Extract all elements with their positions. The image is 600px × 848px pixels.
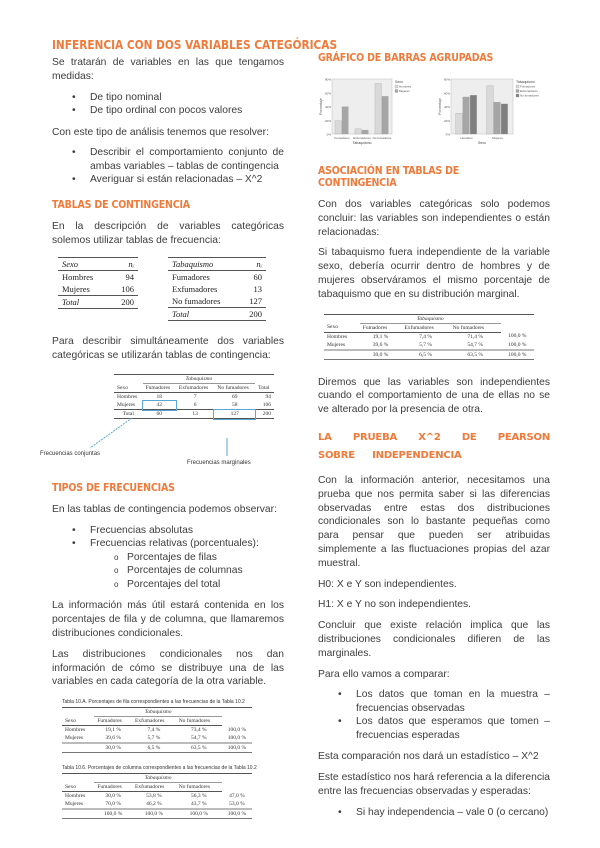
para-text: Para ello vamos a comparar:	[318, 668, 450, 680]
y-tick-label: 20%	[324, 118, 331, 123]
y-tick-label: 40%	[443, 105, 450, 109]
list-item: • Los datos que toman en la muestra – frecuencias observadas	[318, 688, 550, 715]
list-item: o Porcentajes de filas	[52, 551, 284, 565]
table-row: Mujeres 39,6 % 5,7 % 54,7 % 100,0 %	[65, 735, 247, 742]
last-list	[318, 806, 550, 820]
bar	[462, 97, 469, 134]
heading-tipos: TIPOS DE FRECUENCIAS	[52, 482, 175, 495]
list-item: • Frecuencias relativas (porcentuales):	[52, 537, 284, 551]
bar	[493, 102, 500, 134]
bar	[501, 104, 508, 134]
y-tick-label: 20%	[443, 118, 450, 123]
x-tick-label: Mujeres	[491, 136, 503, 140]
info-text: La información más útil estará contenida en los porcentajes de fila y de columna, que llamaremos distribuciones condicionales.	[52, 600, 284, 639]
legend-label: No fumadores	[519, 93, 539, 98]
table-caption: Tabla 10.A. Porcentajes de fila correspondientes a las frecuencias de la Tabla 10.2	[62, 699, 245, 706]
heading-prueba: LA PRUEBA X^2 DE PEARSON SOBRE INDEPENDENCIA	[318, 431, 550, 461]
diremos-text: Diremos que las variables son independientes cuando el comportamiento de una de ellas no se ve alterado por la presencia de otra.	[318, 376, 550, 416]
table-caption: Tabla 10.6. Porcentajes de columna correspondientes a las frecuencias de la Tabla 10.2	[62, 765, 257, 772]
bar	[355, 129, 361, 134]
grouped-bar-chart-sexo	[437, 73, 550, 153]
x-tick-label: No fumadores	[372, 136, 392, 140]
bar	[375, 84, 381, 134]
dos-text: Con dos variables categóricas solo podemos concluir: las variables son independientes o están relacionadas:	[318, 199, 550, 238]
y-tick-label: 40%	[324, 105, 331, 109]
list-item: • Si hay independencia – vale 0 (o cercano)	[318, 806, 550, 820]
page-title: INFERENCIA CON DOS VARIABLES CATEGÓRICAS	[52, 38, 338, 52]
heading-grafico: GRÁFICO DE BARRAS AGRUPADAS	[318, 52, 494, 64]
table-row: Hombres 30,0 % 53,8 % 56,3 % 47,0 %	[65, 792, 245, 800]
y-tick-label: 60%	[324, 91, 331, 96]
list-item: o Porcentajes de columnas	[52, 564, 284, 578]
grouped-bar-chart-tabaquismo	[318, 73, 427, 153]
list-item: • Describir el comportamiento conjunto de ambas variables – tablas de contingencia	[52, 146, 284, 173]
list-item: o Porcentajes del total	[52, 578, 284, 592]
este-text: Este estadístico nos hará referencia a la diferencia entre las frecuencias observadas y esperadas:	[318, 772, 550, 797]
freq-table-tabaquismo: Tabaquismo nᵢ Fumadores 60 Exfumadores 13 No fumadores 127 Total 200	[168, 257, 266, 321]
percentage-table: Tabaquismo Sexo Fumadores Exfumadores No fumadores Hombres 30,0 % 53,8 % 56,3 % 47,0 % Mujeres 70,0 % 46,2 % 43,7 % 53,0 % 100,0 % 100,0 % 100,0 % 100,0 %	[62, 773, 252, 819]
legend-label: Exfumadores	[519, 89, 538, 94]
table-row: Mujeres 70,0 % 46,2 % 43,7 % 53,0 %	[65, 801, 245, 808]
right-column	[318, 52, 550, 827]
bar	[382, 96, 388, 134]
list-item: • Averiguar si están relacionadas – X^2	[52, 173, 284, 187]
table-row: 30,0 % 6,5 % 63,5 % 100,0 %	[324, 350, 534, 360]
table-row: 100,0 % 100,0 % 100,0 % 100,0 %	[62, 809, 252, 819]
legend-label: Fumadores	[519, 84, 535, 89]
list-item: • Frecuencias absolutas	[52, 524, 284, 538]
table-row: Mujeres 39,6 % 5,7 % 54,7 % 100,0 %	[327, 341, 527, 348]
dist-text: Las distribuciones condicionales nos dan información de cómo se distribuye una de las variables en cada categoría de la otra variable.	[52, 648, 284, 688]
bar	[335, 121, 341, 134]
simul-text: Para describir simultáneamente dos variables categóricas se utilizarán tablas de contingencia:	[52, 336, 284, 362]
x-tick-label: Fumadores	[334, 136, 350, 140]
h1-text: H1: X e Y no son independientes.	[318, 599, 472, 611]
y-axis-label: Porcentaje	[437, 98, 442, 115]
label-frecuencias-conjuntas: Frecuencias conjuntas	[40, 451, 101, 458]
legend-swatch	[516, 85, 519, 88]
label-frecuencias-marginales: Frecuencias marginales	[187, 460, 251, 467]
bar	[470, 95, 477, 134]
bar	[486, 86, 493, 134]
y-tick-label: 0%	[445, 132, 450, 137]
types-list	[52, 91, 284, 118]
legend-title: Sexo	[395, 80, 403, 84]
h0-text: H0: X e Y son independientes.	[318, 578, 457, 590]
heading-asociacion: ASOCIACIÓN EN TABLAS DE CONTINGENCIA	[318, 165, 460, 189]
si-text: Si tabaquismo fuera independiente de la variable sexo, debería ocurrir dentro de hombres y de mujeres observáramos el mismo porcentaje de tabaquismo que en su distribución marginal.	[318, 247, 550, 300]
intro-text: Se tratarán de variables en las que tengamos medidas:	[52, 57, 284, 82]
con-text: Con la información anterior, necesitamos una prueba que nos permita saber si las diferencias observadas entre estas dos distribuciones condicionales son lo bastante pequeñas como para pensar que pueden ser atribuidas simplemente a las fluctuaciones propias del azar muestral.	[318, 474, 550, 569]
legend-label: Hombres	[399, 84, 412, 89]
x-tick-label: Exfumadores	[353, 136, 371, 140]
legend-label: Mujeres	[399, 89, 410, 94]
y-tick-label: 60%	[443, 91, 450, 96]
percentage-table: Tabaquismo Sexo Fumadores Exfumadores No fumadores Hombres 19,1 % 7,4 % 71,4 % 100,0 % Mujeres 39,6 % 5,7 % 54,7 % 100,0 % 30,0 % 6,5 % 63,5 % 100,0 %	[324, 314, 534, 360]
bar	[362, 130, 368, 134]
y-tick-label: 80%	[324, 77, 331, 82]
concluir-text: Concluir que existe relación implica que las distribuciones condicionales difieren de las marginales.	[318, 620, 550, 659]
percentage-table: Tabaquismo Sexo Fumadores Exfumadores No fumadores Hombres 19,1 % 7,4 % 73,4 % 100,0 % Mujeres 39,6 % 5,7 % 54,7 % 100,0 % 30,0 % 6,5 % 63,5 % 100,0 %	[62, 707, 252, 753]
list-item: • De tipo nominal	[52, 91, 284, 105]
legend-swatch	[395, 90, 398, 93]
legend-swatch	[516, 94, 519, 97]
x-axis-label: Sexo	[477, 141, 486, 145]
contingency-table: Tabaquismo Sexo Fumadores Exfumadores No fumadores Total Hombres 18 7 69 94 Mujeres 42 6 58 106 Total 60 13 127 200	[114, 374, 274, 419]
list-item: • De tipo ordinal con pocos valores	[52, 104, 284, 118]
resolve-text: Con este tipo de análisis tenemos que resolver:	[52, 126, 269, 138]
bar	[342, 107, 348, 134]
legend-swatch	[395, 85, 398, 88]
compare-list	[318, 688, 550, 742]
x-tick-label: Hombres	[459, 136, 473, 140]
legend-swatch	[516, 90, 519, 93]
freq-table-sexo: Sexo nᵢ Hombres 94 Mujeres 106 Total 200	[58, 257, 138, 309]
table-row: Hombres 19,1 % 7,4 % 73,4 % 100,0 %	[65, 726, 247, 734]
list-item: • Los datos que esperamos que tomen – frecuencias esperadas	[318, 715, 550, 742]
y-axis-label: Porcentaje	[319, 98, 323, 115]
y-tick-label: 0%	[326, 132, 331, 137]
x-axis-label: Tabaquismo	[352, 141, 372, 145]
obs-text: En las tablas de contingencia podemos observar:	[52, 504, 277, 516]
goals-list	[52, 146, 284, 187]
bar	[455, 113, 462, 134]
desc-text: En la descripción de variables categóricas solemos utilizar tablas de frecuencia:	[52, 220, 284, 246]
legend-title: Tabaquismo	[515, 80, 535, 84]
table-row: Hombres 19,1 % 7,4 % 71,4 % 100,0 %	[327, 333, 527, 340]
heading-tablas: TABLAS DE CONTINGENCIA	[52, 198, 190, 211]
esta-text: Esta comparación nos dará un estadístico – X^2	[318, 751, 539, 763]
table-row: 30,0 % 6,5 % 63,5 % 100,0 %	[62, 743, 252, 753]
y-tick-label: 80%	[443, 77, 450, 82]
freq-types-list	[52, 524, 284, 592]
